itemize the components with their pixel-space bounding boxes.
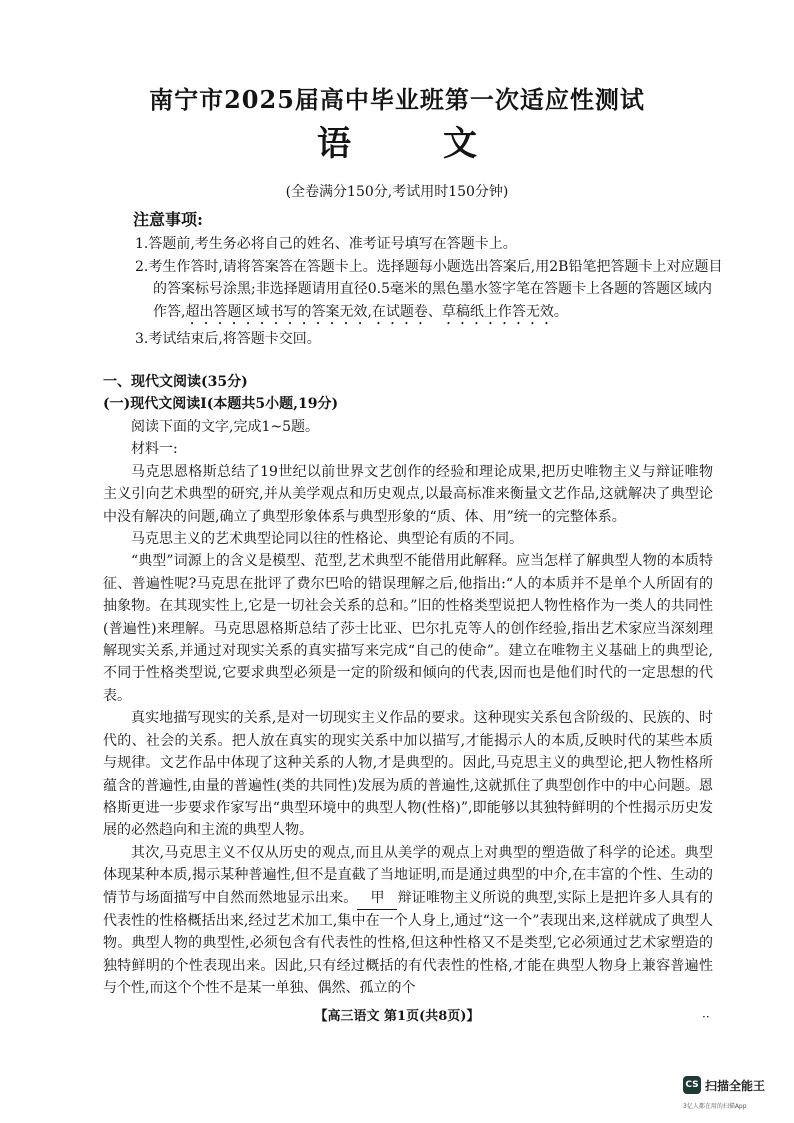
subject-char-1: 语	[317, 124, 351, 164]
exam-info: (全卷满分150分,考试用时150分钟)	[285, 184, 509, 200]
camscanner-icon: CS	[683, 1076, 701, 1094]
passage-paragraph-2: 马克思主义的艺术典型论同以往的性格论、典型论有质的不同。	[131, 531, 523, 548]
note-item-2	[135, 256, 725, 328]
subsection-heading: (一)现代文阅读Ⅰ(本题共5小题,19分)	[103, 396, 339, 412]
subject-char-2: 文	[443, 124, 477, 164]
notes-heading: 注意事项:	[133, 210, 203, 229]
material-label: 材料一:	[131, 441, 178, 458]
fill-blank-jia: 甲	[357, 887, 397, 910]
note-item-1: 1.答题前,考生务必将自己的姓名、准考证号填写在答题卡上。	[135, 236, 517, 252]
passage-paragraph-5-text-b: 辩证唯物主义所说的典型,实际上是把许多人具有的代表性的性格概括出来,经过艺术加工,集中在一个人身上,通过“这一个”表现出来,这样就成了典型人物。典型人物的典型性,必须包含有代表性的性格,但这种性格又不是类型,它必须通过艺术家塑造的独特鲜明的个性表现出来。因此,只有经过概括的有代表性的性格,才能在典型人物身上兼容普遍性与个性,而这个个性不是某一单独、偶然、孤立的个	[103, 889, 713, 997]
subject-title	[0, 116, 794, 165]
footer-dots: ··	[702, 1010, 710, 1024]
passage-paragraph-5	[103, 842, 713, 1000]
passage-paragraph-3: “典型”词源上的含义是模型、范型,艺术典型不能借用此解释。应当怎样了解典型人物的本质特征、普遍性呢?马克思在批评了费尔巴哈的错误理解之后,他指出:“人的本质并不是单个人所固有的抽象物。在其现实性上,它是一切社会关系的总和。”旧的性格类型说把人物性格作为一类人的共同性(普遍性)来理解。马克思恩格斯总结了莎士比亚、巴尔扎克等人的创作经验,指出艺术家应当深刻理解现实关系,并通过对现实关系的真实描写来完成“自己的使命”。建立在唯物主义基础上的典型论,不同于性格类型说,它要求典型必须是一定的阶级和倾向的代表,因而也是他们时代的一定思想的代表。	[103, 553, 713, 704]
exam-title: 南宁市2025届高中毕业班第一次适应性测试	[149, 85, 645, 114]
note-item-2-text: 2.考生作答时,请将答案答在答题卡上。选择题每小题选出答案后,用2B铅笔把答题卡上对应题目的答案标号涂黑;非选择题请用直径0.5毫米的黑色墨水签字笔在答题卡上各题的答题区域内作答,	[135, 258, 723, 320]
scanner-name: 扫描全能王	[705, 1078, 766, 1093]
passage-paragraph-1: 马克思恩格斯总结了19世纪以前世界文艺创作的经验和理论成果,把历史唯物主义与辩证唯物主义引向艺术典型的研究,并从美学观点和历史观点,以最高标准来衡量文艺作品,这就解决了典型论中没有解决的问题,确立了典型形象体系与典型形象的“质、体、用”统一的完整体系。	[103, 463, 713, 525]
passage-paragraph-5-text-a: 其次,马克思主义不仅从历史的观点,而且从美学的观点上对典型的塑造做了科学的论述。典型体现某种本质,揭示某种普遍性,但不是直截了当地证明,而是通过典型的中介,在丰富的个性、生动的情节与场面描写中自然而然地显示出来。	[103, 844, 713, 906]
note-item-3: 3.考试结束后,将答题卡交回。	[135, 330, 321, 347]
notes-list	[135, 233, 725, 350]
note-item-2-emphasis: 超出答题区域书写的答案无效,在试题卷、草稿纸上作答无效。	[185, 303, 568, 320]
reading-instruction: 阅读下面的文字,完成1~5题。	[131, 419, 319, 435]
reading-passage	[103, 416, 713, 1000]
page-footer: 【高三语文 第1页(共8页)】	[314, 1009, 480, 1024]
passage-paragraph-4: 真实地描写现实的关系,是对一切现实主义作品的要求。这种现实关系包含阶级的、民族的、时代的、社会的关系。把人放在真实的现实关系中加以描写,才能揭示人的本质,反映时代的某些本质与规律。文艺作品中体现了这种关系的人物,才是典型的。因此,马克思主义的典型论,把人物性格所蕴含的普遍性,由量的普遍性(类的共同性)发展为质的普遍性,这就抓住了典型创作中的中心问题。恩格斯更进一步要求作家写出“典型环境中的典型人物(性格)”,即能够以其独特鲜明的个性揭示历史发展的必然趋向和主流的典型人物。	[103, 710, 713, 839]
section-heading: 一、现代文阅读(35分)	[103, 374, 248, 390]
scanner-slogan: 3亿人都在用的扫描App	[683, 1103, 747, 1110]
scanner-watermark	[683, 1076, 765, 1094]
